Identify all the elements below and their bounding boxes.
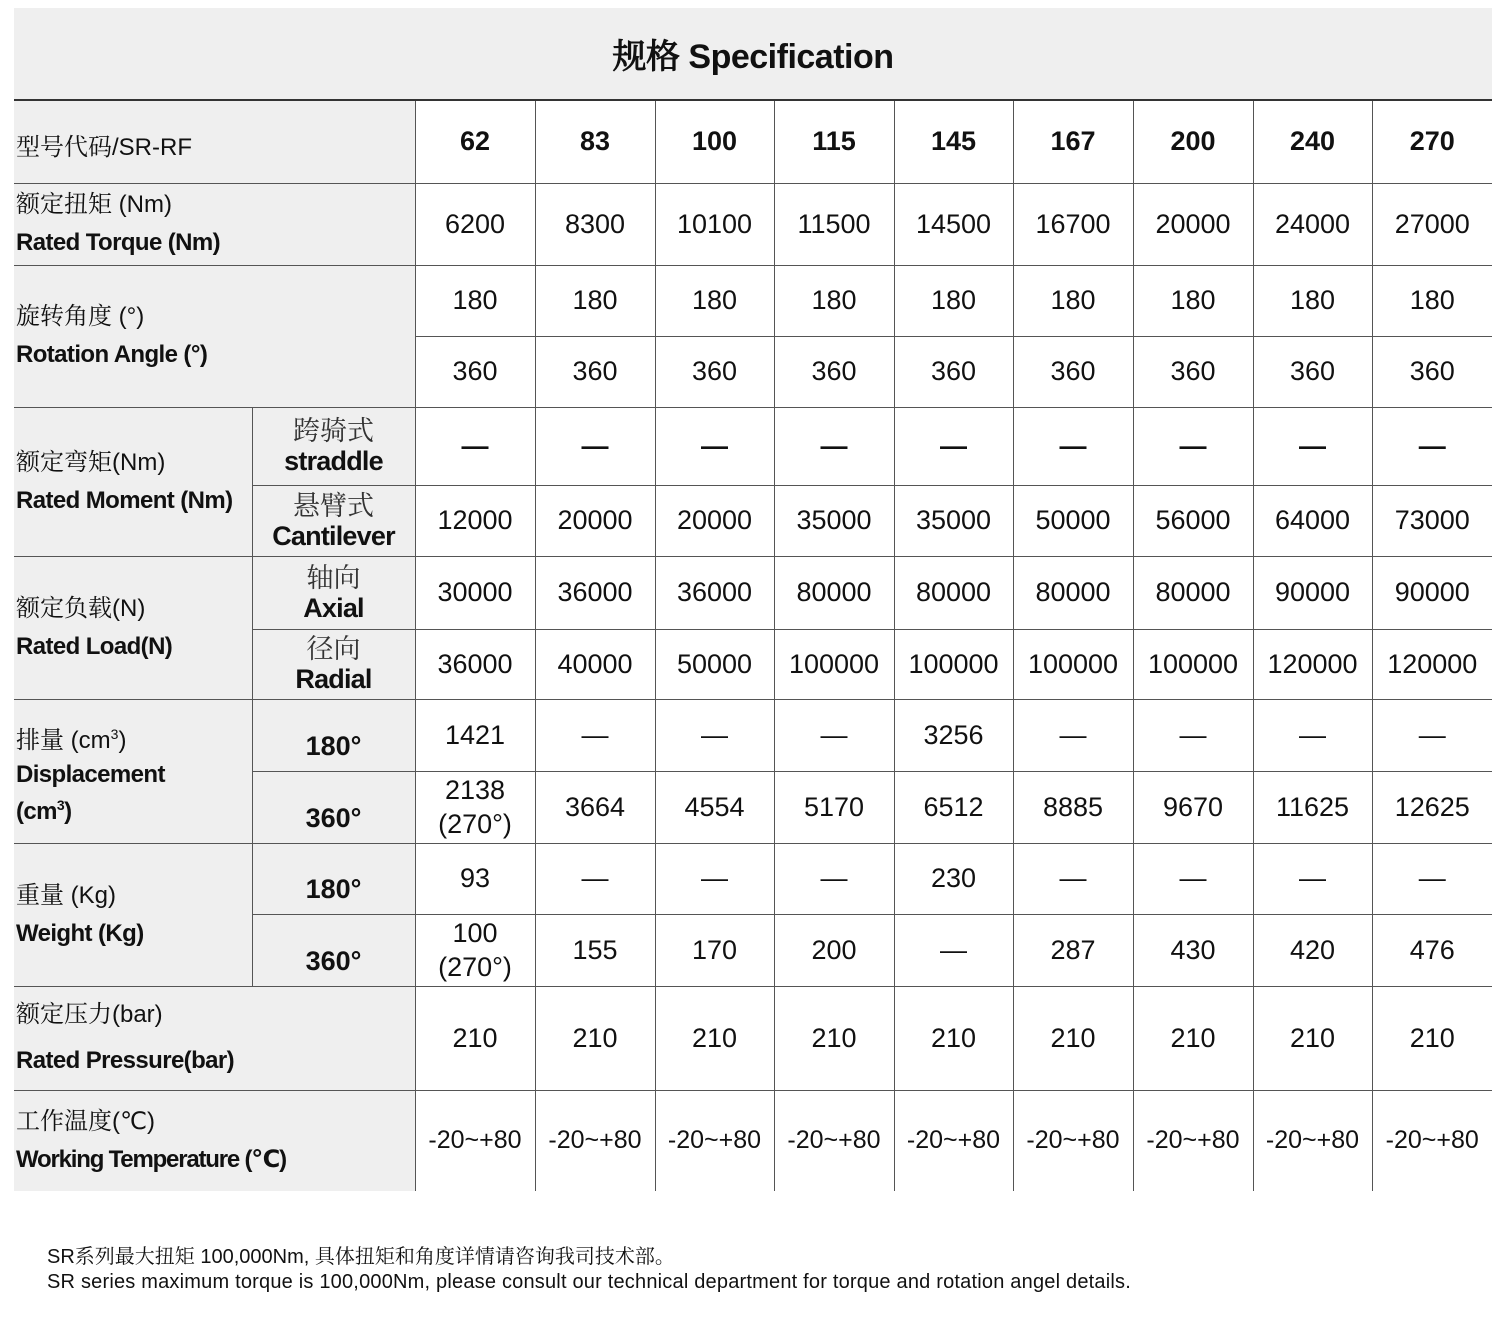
moment-sub-straddle: [252, 407, 415, 485]
model-row: [14, 100, 1492, 183]
rotation-cell: 360: [1372, 336, 1492, 407]
load-cell: 90000: [1372, 556, 1492, 629]
moment-cell: —: [535, 407, 655, 485]
rotation-row-a: [14, 265, 1492, 336]
rotation-cell: 180: [415, 265, 535, 336]
load-cell: 100000: [1133, 629, 1253, 699]
displacement-cell: 1421: [415, 699, 535, 771]
cantilever-cn: 悬臂式: [293, 490, 374, 521]
moment-cell: 50000: [1013, 485, 1133, 556]
weight-sub-180: 180°: [252, 843, 415, 914]
pressure-label: [14, 986, 415, 1090]
torque-label-en: Rated Torque (Nm): [16, 229, 221, 256]
displacement-sub-360: 360°: [252, 771, 415, 843]
load-cell: 80000: [1133, 556, 1253, 629]
displacement-label-cn: 排量 $(cm^3)$: [16, 726, 127, 754]
straddle-en: straddle: [284, 446, 383, 476]
temperature-cell: -20~+80: [535, 1090, 655, 1191]
displacement-sub-180: 180°: [252, 699, 415, 771]
rotation-cell: 180: [1372, 265, 1492, 336]
page-title: 规格 Specification: [14, 8, 1492, 99]
model-cell: 167: [1013, 100, 1133, 183]
moment-cell: —: [894, 407, 1013, 485]
weight-cell: 230: [894, 843, 1013, 914]
displacement-cell: —: [535, 699, 655, 771]
spec-table: [14, 99, 1492, 1191]
weight-cell: —: [894, 914, 1013, 986]
rotation-cell: 360: [535, 336, 655, 407]
temperature-label: [14, 1090, 415, 1191]
footnote-cn: SR系列最大扭矩 100,000Nm, 具体扭矩和角度详情请咨询我司技术部。: [47, 1246, 675, 1268]
pressure-cell: 210: [535, 986, 655, 1090]
torque-cell: 20000: [1133, 183, 1253, 265]
weight-cell: [415, 914, 535, 986]
load-sub-axial: [252, 556, 415, 629]
moment-label-cn: 额定弯矩(Nm): [16, 448, 166, 476]
load-cell: 40000: [535, 629, 655, 699]
rotation-cell: 180: [1253, 265, 1372, 336]
model-code-label: [14, 100, 415, 183]
torque-cell: 11500: [774, 183, 894, 265]
rotation-cell: 360: [1013, 336, 1133, 407]
rotation-cell: 360: [1133, 336, 1253, 407]
rotation-label-en: Rotation Angle (°): [16, 341, 208, 368]
load-cell: 120000: [1372, 629, 1492, 699]
displacement-cell: 4554: [655, 771, 774, 843]
displacement-cell: —: [1133, 699, 1253, 771]
load-cell: 80000: [894, 556, 1013, 629]
cantilever-en: Cantilever: [272, 520, 395, 551]
temperature-cell: -20~+80: [1013, 1090, 1133, 1191]
moment-cell: —: [415, 407, 535, 485]
weight-cell: 93: [415, 843, 535, 914]
weight-cell: 430: [1133, 914, 1253, 986]
pressure-cell: 210: [1253, 986, 1372, 1090]
weight-cell: 155: [535, 914, 655, 986]
load-cell: 36000: [535, 556, 655, 629]
displacement-value-line1: 2138: [444, 775, 506, 805]
radial-en: Radial: [295, 664, 372, 694]
model-code-text: 型号代码/SR-RF: [16, 133, 192, 161]
rotation-label: [14, 265, 415, 407]
load-cell: 100000: [1013, 629, 1133, 699]
temperature-cell: -20~+80: [415, 1090, 535, 1191]
weight-cell: —: [535, 843, 655, 914]
pressure-label-cn: 额定压力(bar): [16, 1001, 163, 1028]
displacement-cell: 12625: [1372, 771, 1492, 843]
displacement-cell: 9670: [1133, 771, 1253, 843]
load-cell: 100000: [774, 629, 894, 699]
displacement-label-unit: $(cm^3)$: [16, 797, 72, 825]
footnote-en: SR series maximum torque is 100,000Nm, please consult our technical department for torque and rotation angel details.: [47, 1271, 1131, 1293]
torque-label-cn: 额定扭矩 (Nm): [16, 191, 172, 218]
weight-cell: —: [774, 843, 894, 914]
moment-cell: 64000: [1253, 485, 1372, 556]
moment-label-en: Rated Moment (Nm): [16, 486, 233, 514]
moment-cell: 12000: [415, 485, 535, 556]
displacement-value-line2: (270°): [438, 809, 512, 839]
load-cell: 100000: [894, 629, 1013, 699]
load-cell: 80000: [774, 556, 894, 629]
load-label-cn: 额定负载(N): [16, 594, 146, 622]
temperature-cell: -20~+80: [1372, 1090, 1492, 1191]
load-cell: 36000: [655, 556, 774, 629]
torque-cell: 24000: [1253, 183, 1372, 265]
torque-label: [14, 183, 415, 265]
model-cell: 200: [1133, 100, 1253, 183]
model-cell: 270: [1372, 100, 1492, 183]
temperature-cell: -20~+80: [774, 1090, 894, 1191]
load-cell: 36000: [415, 629, 535, 699]
load-row-a: [14, 556, 1492, 629]
load-cell: 120000: [1253, 629, 1372, 699]
load-cell: 30000: [415, 556, 535, 629]
displacement-cell: —: [1253, 699, 1372, 771]
rotation-cell: 180: [535, 265, 655, 336]
load-cell: 50000: [655, 629, 774, 699]
pressure-label-en: Rated Pressure(bar): [16, 1047, 235, 1074]
moment-cell: 35000: [774, 485, 894, 556]
model-cell: 115: [774, 100, 894, 183]
pressure-cell: 210: [1013, 986, 1133, 1090]
model-cell: 83: [535, 100, 655, 183]
temperature-cell: -20~+80: [1253, 1090, 1372, 1191]
displacement-cell: 5170: [774, 771, 894, 843]
axial-en: Axial: [303, 592, 364, 623]
pressure-cell: 210: [655, 986, 774, 1090]
weight-label: [14, 843, 252, 986]
moment-cell: 56000: [1133, 485, 1253, 556]
moment-cell: —: [1372, 407, 1492, 485]
moment-cell: 35000: [894, 485, 1013, 556]
torque-cell: 27000: [1372, 183, 1492, 265]
moment-cell: —: [1253, 407, 1372, 485]
weight-cell: 170: [655, 914, 774, 986]
pressure-cell: 210: [1133, 986, 1253, 1090]
torque-cell: 6200: [415, 183, 535, 265]
load-label-en: Rated Load(N): [16, 632, 173, 660]
rotation-cell: 360: [894, 336, 1013, 407]
rotation-cell: 360: [415, 336, 535, 407]
displacement-cell: 3256: [894, 699, 1013, 771]
displacement-cell: 8885: [1013, 771, 1133, 843]
torque-row: [14, 183, 1492, 265]
model-cell: 145: [894, 100, 1013, 183]
load-sub-radial: [252, 629, 415, 699]
model-cell: 100: [655, 100, 774, 183]
weight-label-en: Weight (Kg): [16, 919, 144, 947]
model-cell: 62: [415, 100, 535, 183]
weight-cell: 420: [1253, 914, 1372, 986]
weight-cell: —: [1013, 843, 1133, 914]
temperature-label-en: Working Temperature (℃): [16, 1145, 286, 1173]
weight-label-cn: 重量 (Kg): [16, 881, 117, 909]
displacement-cell: 6512: [894, 771, 1013, 843]
rotation-cell: 180: [774, 265, 894, 336]
rotation-cell: 180: [1133, 265, 1253, 336]
straddle-cn: 跨骑式: [293, 416, 374, 446]
moment-cell: 20000: [535, 485, 655, 556]
torque-cell: 8300: [535, 183, 655, 265]
temperature-row: [14, 1090, 1492, 1191]
torque-cell: 14500: [894, 183, 1013, 265]
temperature-cell: -20~+80: [1133, 1090, 1253, 1191]
moment-cell: —: [1133, 407, 1253, 485]
torque-cell: 16700: [1013, 183, 1133, 265]
displacement-cell: [415, 771, 535, 843]
moment-sub-cantilever: [252, 485, 415, 556]
displacement-row-a: [14, 699, 1492, 771]
pressure-cell: 210: [774, 986, 894, 1090]
radial-cn: 径向: [306, 634, 361, 664]
weight-value-line2: (270°): [438, 952, 512, 982]
displacement-label-en: Displacement: [16, 761, 165, 788]
rotation-cell: 180: [655, 265, 774, 336]
displacement-cell: 11625: [1253, 771, 1372, 843]
weight-cell: —: [1372, 843, 1492, 914]
moment-cell: —: [655, 407, 774, 485]
rotation-cell: 180: [1013, 265, 1133, 336]
moment-row-a: [14, 407, 1492, 485]
moment-label: [14, 407, 252, 556]
torque-cell: 10100: [655, 183, 774, 265]
rotation-cell: 360: [655, 336, 774, 407]
axial-cn: 轴向: [306, 562, 361, 593]
temperature-cell: -20~+80: [894, 1090, 1013, 1191]
pressure-cell: 210: [894, 986, 1013, 1090]
displacement-label: [14, 699, 252, 843]
rotation-cell: 360: [1253, 336, 1372, 407]
weight-cell: —: [655, 843, 774, 914]
weight-cell: 476: [1372, 914, 1492, 986]
weight-row-a: [14, 843, 1492, 914]
weight-sub-360: 360°: [252, 914, 415, 986]
temperature-cell: -20~+80: [655, 1090, 774, 1191]
pressure-cell: 210: [1372, 986, 1492, 1090]
moment-cell: —: [774, 407, 894, 485]
moment-cell: —: [1013, 407, 1133, 485]
weight-cell: 200: [774, 914, 894, 986]
rotation-cell: 180: [894, 265, 1013, 336]
weight-cell: —: [1133, 843, 1253, 914]
load-cell: 90000: [1253, 556, 1372, 629]
displacement-cell: —: [1013, 699, 1133, 771]
moment-cell: 20000: [655, 485, 774, 556]
pressure-row: [14, 986, 1492, 1090]
weight-cell: —: [1253, 843, 1372, 914]
load-cell: 80000: [1013, 556, 1133, 629]
temperature-label-cn: 工作温度(℃): [16, 1107, 155, 1135]
rotation-cell: 360: [774, 336, 894, 407]
displacement-cell: —: [1372, 699, 1492, 771]
weight-cell: 287: [1013, 914, 1133, 986]
pressure-cell: 210: [415, 986, 535, 1090]
model-cell: 240: [1253, 100, 1372, 183]
moment-cell: 73000: [1372, 485, 1492, 556]
rotation-label-cn: 旋转角度 (°): [16, 303, 145, 330]
load-label: [14, 556, 252, 699]
displacement-cell: 3664: [535, 771, 655, 843]
displacement-cell: —: [774, 699, 894, 771]
displacement-cell: —: [655, 699, 774, 771]
weight-value-line1: 100: [452, 918, 498, 948]
